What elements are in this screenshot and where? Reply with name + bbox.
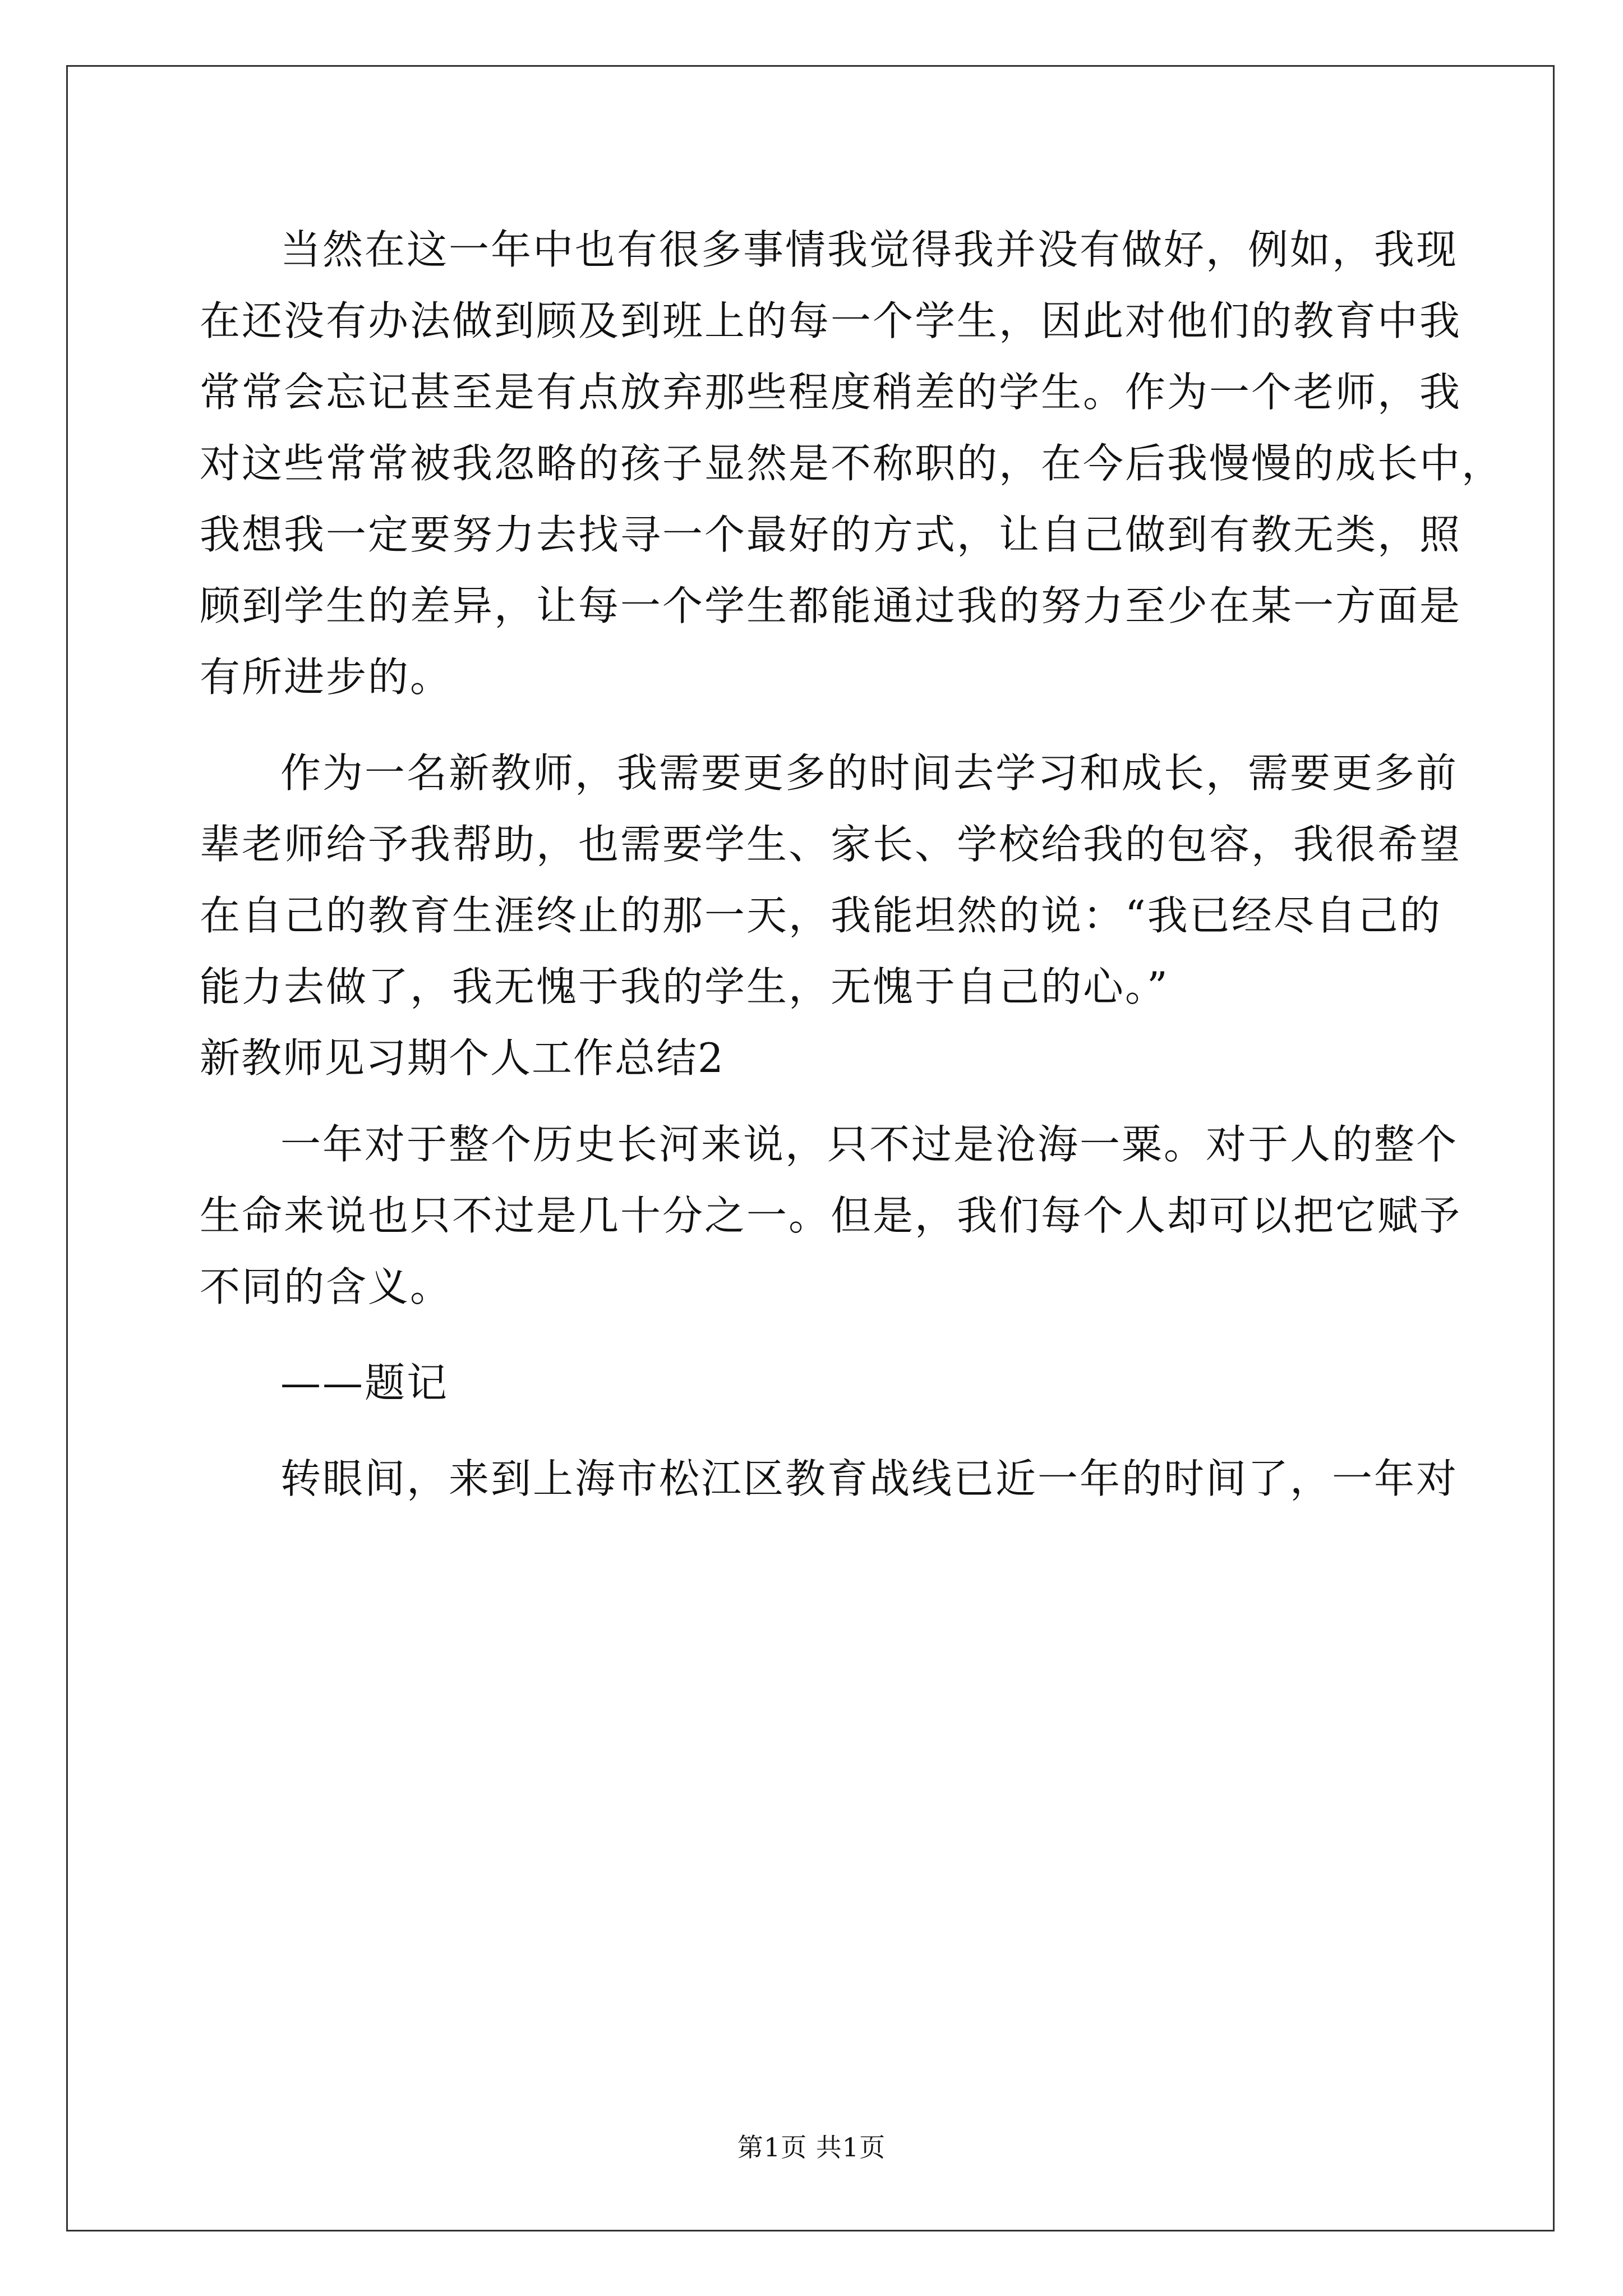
- paragraph-2-line-2: 辈老师给予我帮助，也需要学生、家长、学校给我的包容，我很希望: [200, 821, 1462, 868]
- paragraph-1-line-4: 对这些常常被我忽略的孩子显然是不称职的，在今后我慢慢的成长中，: [200, 440, 1504, 487]
- paragraph-3-line-3: 不同的含义。: [200, 1263, 453, 1310]
- page-footer: 第1页 共1页: [737, 2132, 886, 2162]
- paragraph-2-line-3: 在自己的教育生涯终止的那一天，我能坦然的说：“我已经尽自己的: [200, 892, 1442, 939]
- paragraph-3-line-1: 一年对于整个历史长河来说，只不过是沧海一粟。对于人的整个: [280, 1121, 1459, 1168]
- paragraph-1-line-1: 当然在这一年中也有很多事情我觉得我并没有做好，例如，我现: [280, 226, 1459, 273]
- section-heading: 新教师见习期个人工作总结2: [200, 1034, 725, 1082]
- paragraph-2-line-1: 作为一名新教师，我需要更多的时间去学习和成长，需要更多前: [280, 749, 1459, 797]
- epigraph: ——题记: [280, 1359, 449, 1406]
- paragraph-2-line-4: 能力去做了，我无愧于我的学生，无愧于自己的心。”: [200, 963, 1169, 1010]
- paragraph-1-line-7: 有所进步的。: [200, 654, 453, 701]
- paragraph-4-line-1: 转眼间，来到上海市松江区教育战线已近一年的时间了，一年对: [280, 1455, 1459, 1502]
- paragraph-1-line-5: 我想我一定要努力去找寻一个最好的方式，让自己做到有教无类，照: [200, 511, 1462, 558]
- paragraph-1-line-6: 顾到学生的差异，让每一个学生都能通过我的努力至少在某一方面是: [200, 582, 1462, 629]
- paragraph-1-line-2: 在还没有办法做到顾及到班上的每一个学生，因此对他们的教育中我: [200, 297, 1462, 344]
- paragraph-3-line-2: 生命来说也只不过是几十分之一。但是，我们每个人却可以把它赋予: [200, 1192, 1462, 1239]
- paragraph-1-line-3: 常常会忘记甚至是有点放弃那些程度稍差的学生。作为一个老师，我: [200, 369, 1462, 416]
